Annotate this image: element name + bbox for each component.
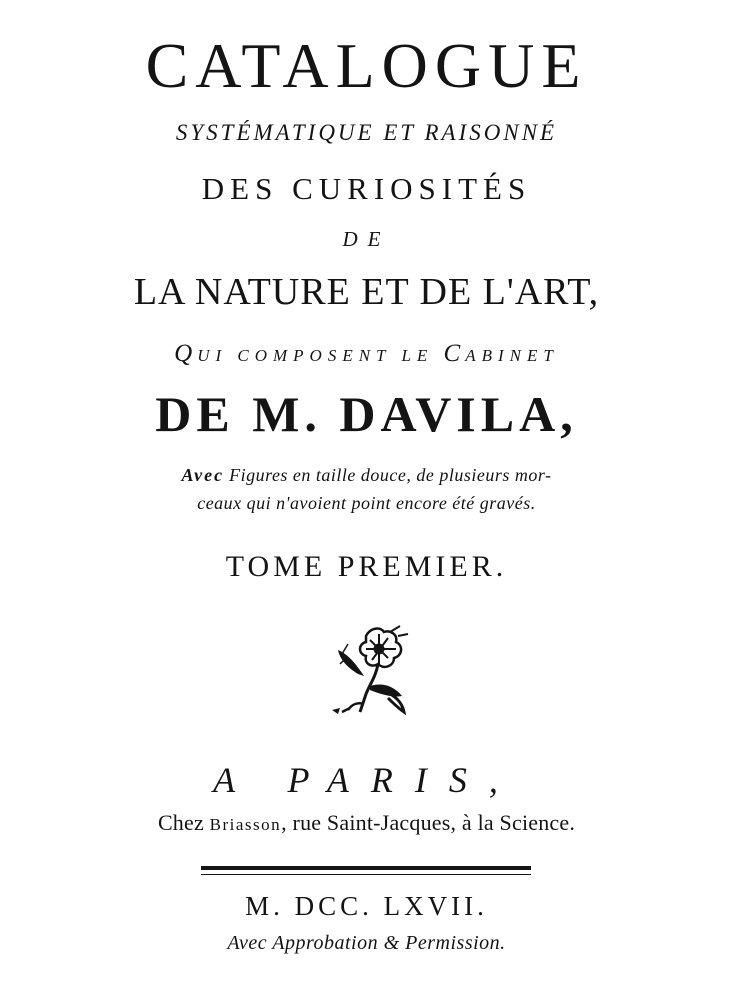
subtitle-nature-art: LA NATURE ET DE L'ART, xyxy=(133,271,600,313)
privilege-statement: Avec Approbation & Permission. xyxy=(227,932,506,954)
description-line-2: ceaux qui n'avoient point encore été gravés. xyxy=(197,493,536,513)
double-rule-thick xyxy=(201,866,531,870)
subtitle-cabinet-text-1: UI COMPOSENT LE xyxy=(197,346,444,365)
publisher-address: , rue Saint-Jacques, à la Science. xyxy=(281,810,576,835)
subtitle-cabinet xyxy=(0,341,733,366)
flower-ornament-icon xyxy=(318,624,418,716)
description-lead: Avec xyxy=(181,465,225,485)
subtitle-de: DE xyxy=(342,227,391,251)
catalogue-title: CATALOGUE xyxy=(145,30,588,101)
description-line-1 xyxy=(0,466,733,484)
subtitle-cabinet-initial-c: C xyxy=(443,340,466,367)
subtitle-cabinet-initial-q: Q xyxy=(174,340,198,367)
description-text-1: Figures en taille douce, de plusieurs mor- xyxy=(229,465,552,485)
double-rule-thin xyxy=(201,874,531,875)
imprint-city: A PARIS, xyxy=(213,760,520,800)
subtitle-davila: DE M. DAVILA, xyxy=(155,386,578,442)
publisher-name: Briasson xyxy=(209,815,282,834)
publisher-prefix: Chez xyxy=(157,810,210,835)
subtitle-cabinet-text-2: ABINET xyxy=(465,346,559,365)
publisher-line xyxy=(0,812,733,834)
subtitle-systematique: SYSTÉMATIQUE ET RAISONNÉ xyxy=(175,120,558,145)
volume-label: TOME PREMIER. xyxy=(225,550,508,583)
publication-date: M. DCC. LXVII. xyxy=(245,891,488,921)
subtitle-curiosites: DES CURIOSITÉS xyxy=(201,171,532,206)
